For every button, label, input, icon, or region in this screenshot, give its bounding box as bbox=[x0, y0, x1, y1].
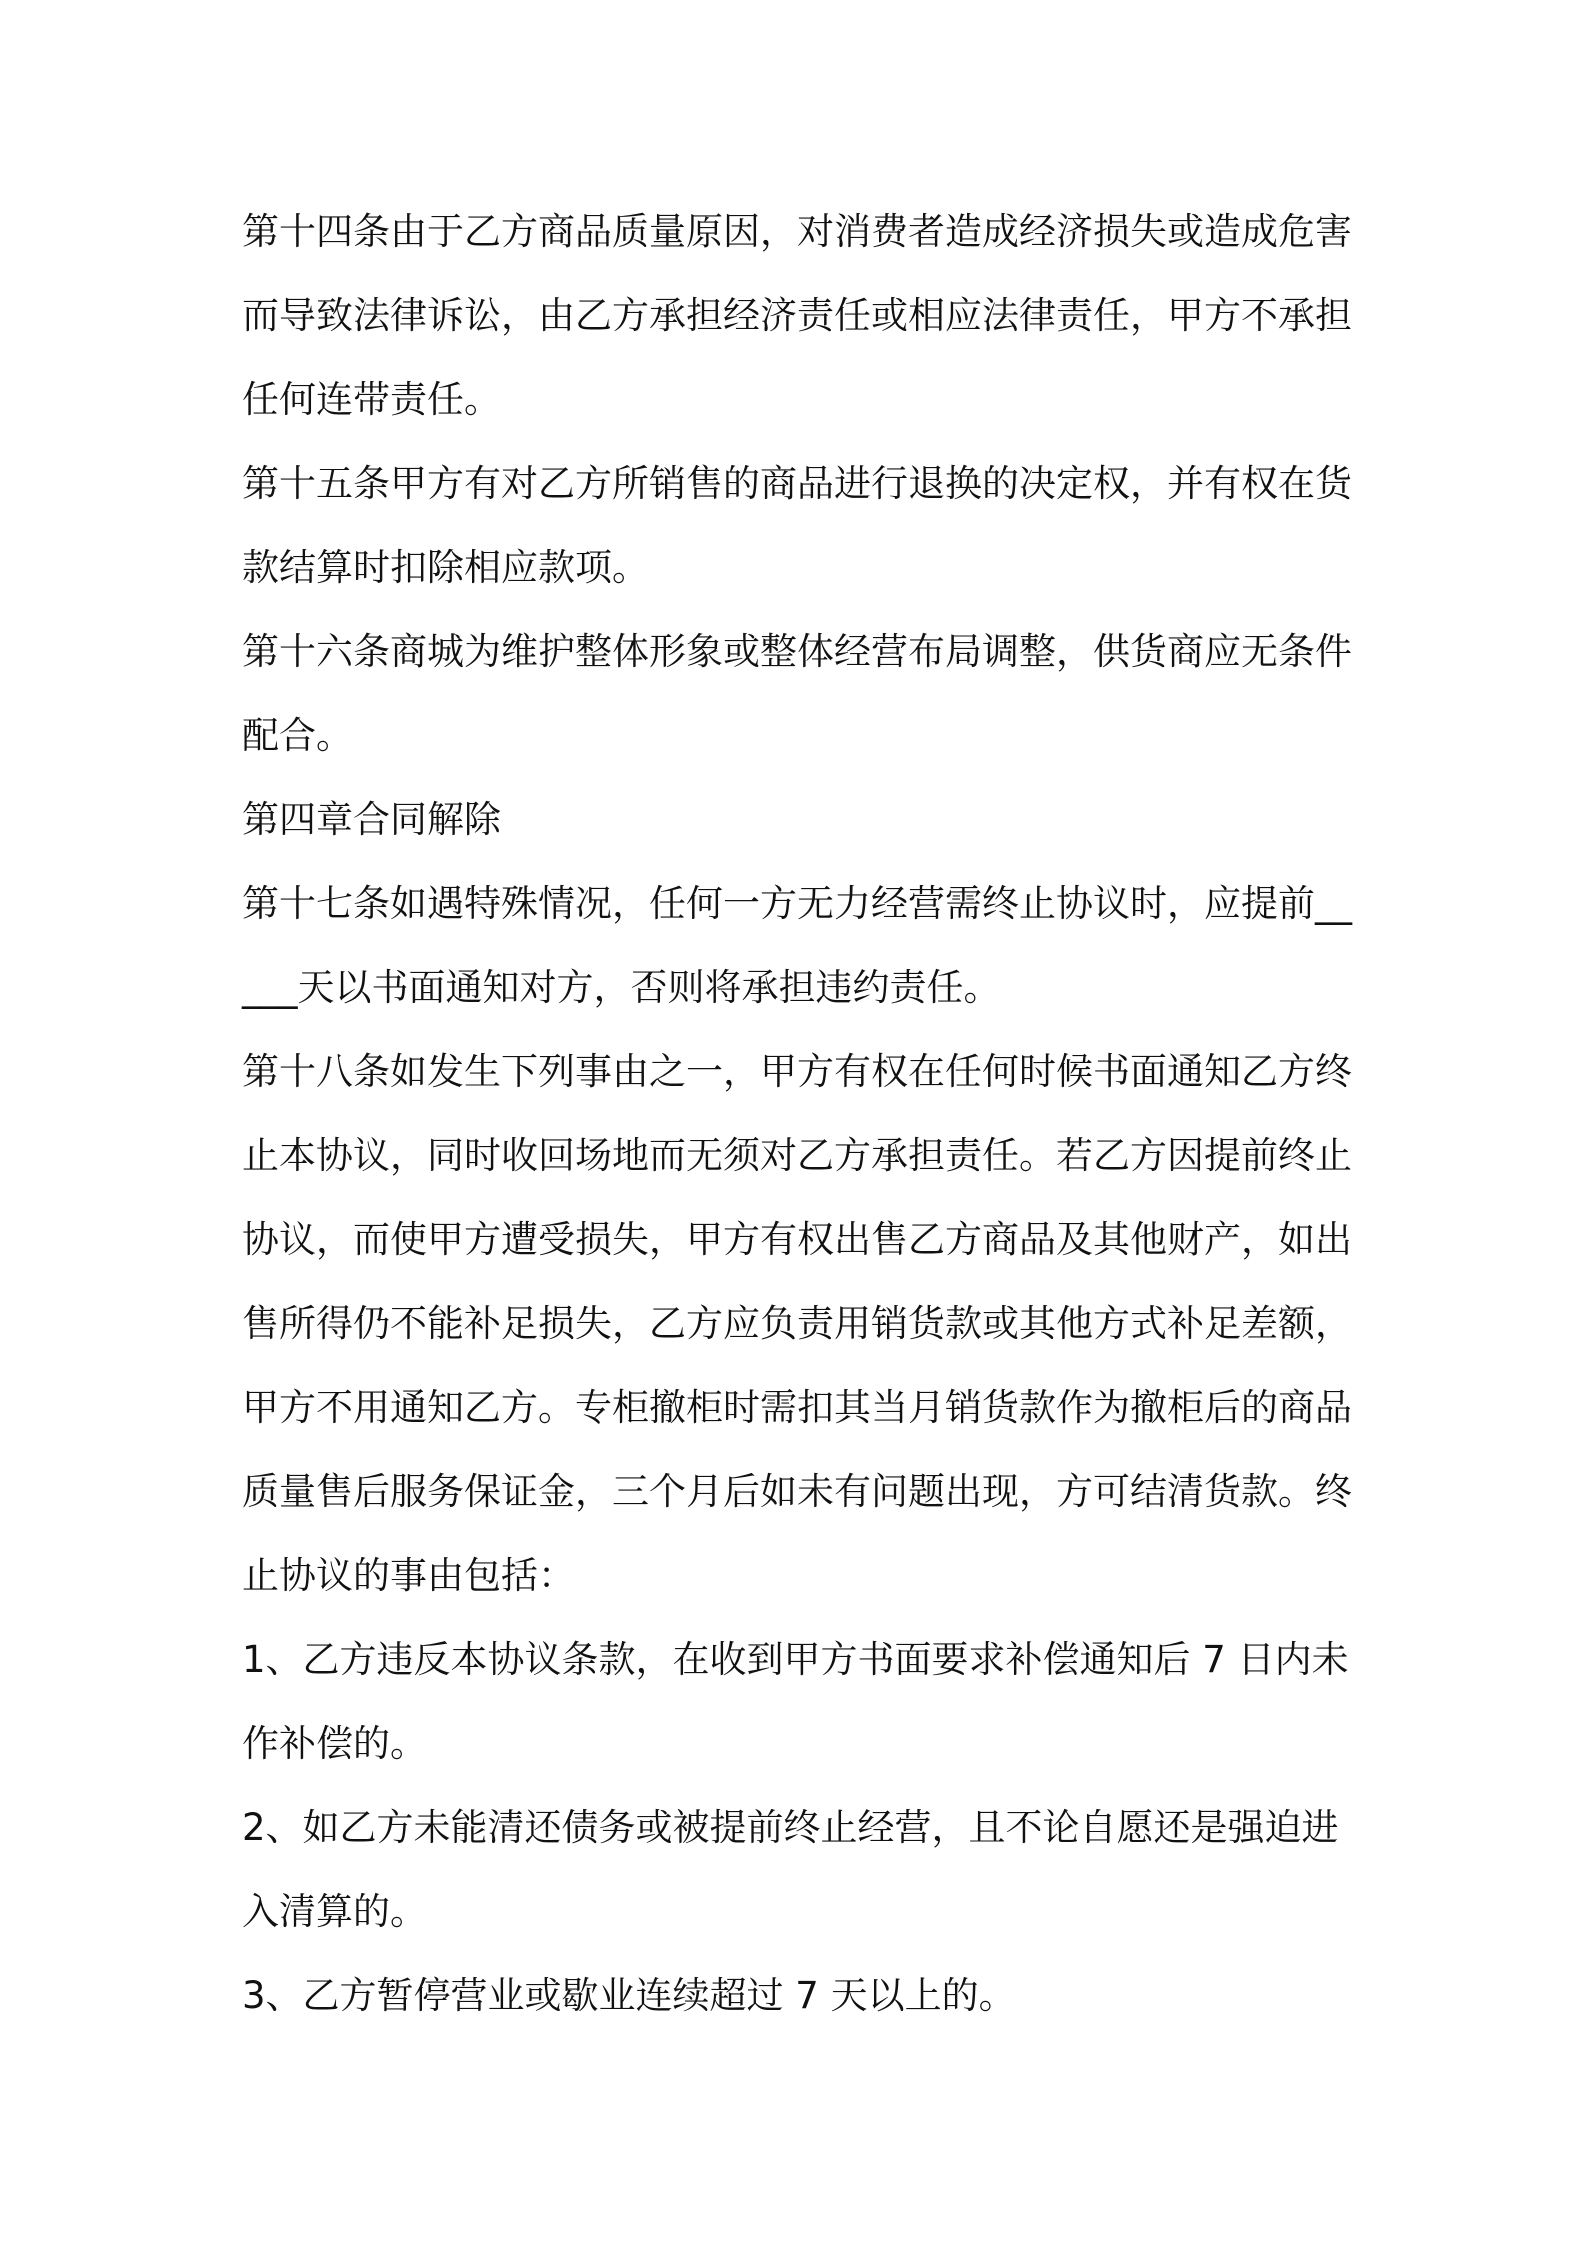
article-17: 第十七条如遇特殊情况，任何一方无力经营需终止协议时，应提前_____天以书面通知对方，否则将承担违约责任。 bbox=[242, 882, 1352, 1009]
article-15: 第十五条甲方有对乙方所销售的商品进行退换的决定权，并有权在货款结算时扣除相应款项。 bbox=[242, 462, 1352, 589]
article-18: 第十八条如发生下列事由之一，甲方有权在任何时候书面通知乙方终止本协议，同时收回场地而无须对乙方承担责任。若乙方因提前终止协议，而使甲方遭受损失，甲方有权出售乙方商品及其他财产，如出售所得仍不能补足损失，乙方应负责用销货款或其他方式补足差额，甲方不用通知乙方。专柜撤柜时需扣其当月销货款作为撤柜后的商品质量售后服务保证金，三个月后如未有问题出现，方可结清货款。终止协议的事由包括： bbox=[242, 1050, 1352, 1597]
termination-item-2: 2、如乙方未能清还债务或被提前终止经营，且不论自愿还是强迫进入清算的。 bbox=[242, 1806, 1339, 1933]
document-body bbox=[242, 190, 1360, 2038]
article-16: 第十六条商城为维护整体形象或整体经营布局调整，供货商应无条件配合。 bbox=[242, 630, 1352, 757]
chapter-heading: 第四章合同解除 bbox=[242, 798, 501, 841]
termination-item-1: 1、乙方违反本协议条款，在收到甲方书面要求补偿通知后 7 日内未作补偿的。 bbox=[242, 1638, 1349, 1765]
termination-item-3: 3、乙方暂停营业或歇业连续超过 7 天以上的。 bbox=[242, 1974, 1016, 2017]
article-14: 第十四条由于乙方商品质量原因，对消费者造成经济损失或造成危害而导致法律诉讼，由乙方承担经济责任或相应法律责任，甲方不承担任何连带责任。 bbox=[242, 210, 1352, 421]
